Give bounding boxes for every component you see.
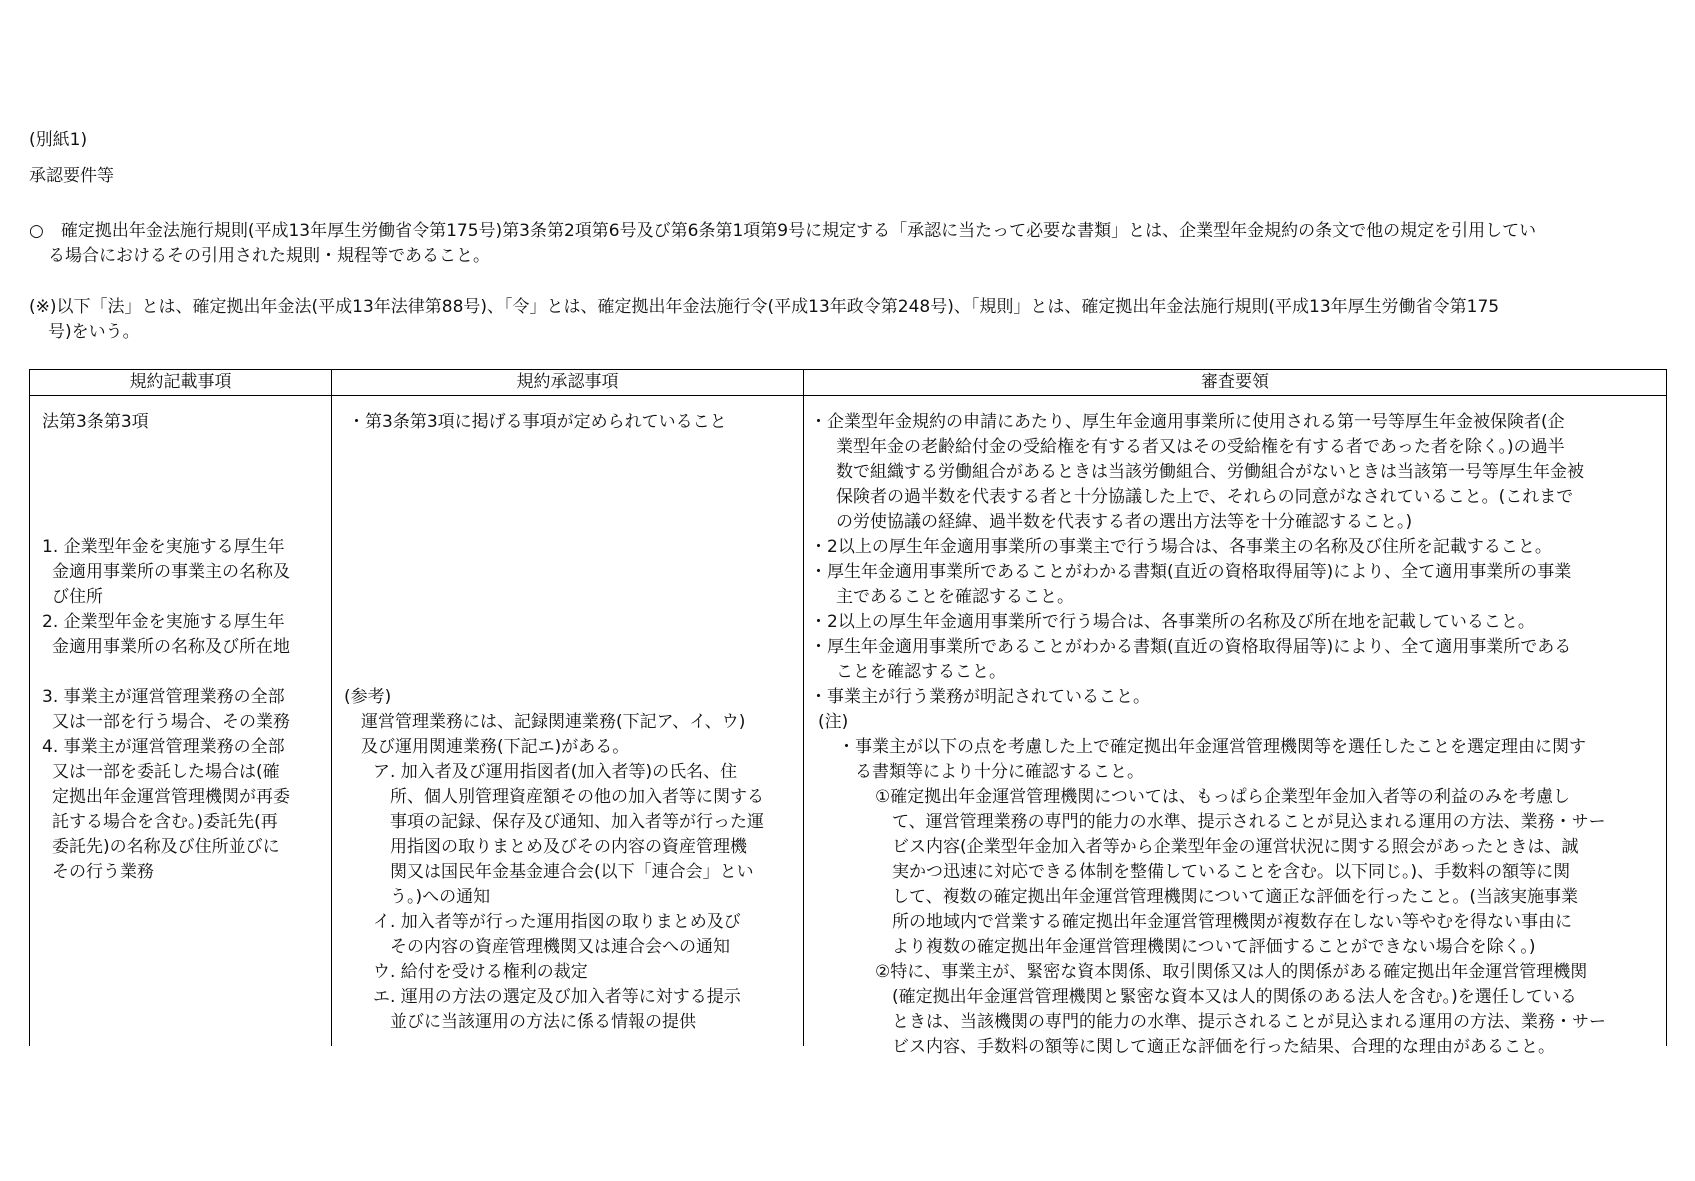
cell-text-line: 用指図の取りまとめ及びその内容の資産管理機: [390, 837, 747, 857]
cell-text-line: 所、個人別管理資産額その他の加入者等に関する: [390, 787, 764, 807]
cell-text-line: 4. 事業主が運営管理業務の全部: [42, 737, 285, 757]
cell-text-line: ことを確認すること。: [836, 662, 1006, 682]
attachment-label: (別紙1): [29, 130, 88, 150]
cell-text-line: ・厚生年金適用事業所であることがわかる書類(直近の資格取得届等)により、全て適用事業所の事業: [810, 562, 1572, 582]
cell-text-line: 3. 事業主が運営管理業務の全部: [42, 687, 285, 707]
cell-text-line: ときは、当該機関の専門的能力の水準、提示されることが見込まれる運用の方法、業務・サー: [892, 1012, 1606, 1032]
cell-text-line: より複数の確定拠出年金運営管理機関について評価することができない場合を除く。): [892, 937, 1536, 957]
cell-text-line: ・2以上の厚生年金適用事業所の事業主で行う場合は、各事業主の名称及び住所を記載すること。: [810, 537, 1552, 557]
header-review-guidelines: 審査要領: [1201, 372, 1269, 392]
cell-text-line: び住所: [52, 587, 103, 607]
cell-text-line: その内容の資産管理機関又は連合会への通知: [390, 937, 730, 957]
definition-note-line: (※)以下「法」とは、確定拠出年金法(平成13年法律第88号)、「令」とは、確定拠出年金法施行令(平成13年政令第248号)、「規則」とは、確定拠出年金法施行規則(平成13年厚生労働省令第175: [29, 297, 1500, 317]
cell-text-line: して、複数の確定拠出年金運営管理機関について適正な評価を行ったこと。(当該実施事業: [892, 887, 1578, 907]
cell-text-line: (注): [818, 712, 849, 732]
cell-text-line: その行う業務: [52, 862, 154, 882]
cell-text-line: 金適用事業所の名称及び所在地: [52, 637, 290, 657]
cell-text-line: ・事業主が行う業務が明記されていること。: [810, 687, 1150, 707]
cell-text-line: の労使協議の経緯、過半数を代表する者の選出方法等を十分確認すること。): [836, 512, 1413, 532]
cell-text-line: 数で組織する労働組合があるときは当該労働組合、労働組合がないときは当該第一号等厚生年金被: [836, 462, 1584, 482]
cell-text-line: ・厚生年金適用事業所であることがわかる書類(直近の資格取得届等)により、全て適用事業所である: [810, 637, 1572, 657]
cell-text-line: 並びに当該運用の方法に係る情報の提供: [390, 1012, 696, 1032]
cell-text-line: 又は一部を委託した場合は(確: [52, 762, 280, 782]
cell-text-line: 委託先)の名称及び住所並びに: [52, 837, 280, 857]
cell-text-line: 事項の記録、保存及び通知、加入者等が行った運: [390, 812, 764, 832]
cell-text-line: 金適用事業所の事業主の名称及: [52, 562, 290, 582]
cell-text-line: (確定拠出年金運営管理機関と緊密な資本又は人的関係のある法人を含む。)を選任している: [892, 987, 1577, 1007]
cell-text-line: ①確定拠出年金運営管理機関については、もっぱら企業型年金加入者等の利益のみを考慮し: [875, 787, 1570, 807]
intro-note-line: る場合におけるその引用された規則・規程等であること。: [48, 246, 490, 266]
cell-text-line: 及び運用関連業務(下記エ)がある。: [361, 737, 630, 757]
cell-text-line: 定拠出年金運営管理機関が再委: [52, 787, 290, 807]
requirements-table: [29, 369, 1667, 1057]
intro-note-line: ○ 確定拠出年金法施行規則(平成13年厚生労働省令第175号)第3条第2項第6号及び第6条第1項第9号に規定する「承認に当たって必要な書類」とは、企業型年金規約の条文で他の規定を引用してい: [29, 221, 1537, 241]
cell-text-line: 主であることを確認すること。: [836, 587, 1074, 607]
cell-text-line: 2. 企業型年金を実施する厚生年: [42, 612, 285, 632]
cell-text-line: 法第3条第3項: [42, 412, 149, 432]
cell-text-line: ②特に、事業主が、緊密な資本関係、取引関係又は人的関係がある確定拠出年金運営管理機関: [875, 962, 1588, 982]
cell-text-line: 関又は国民年金基金連合会(以下「連合会」とい: [390, 862, 754, 882]
cell-text-line: 業型年金の老齢給付金の受給権を有する者又はその受給権を有する者であった者を除く。)の過半: [836, 437, 1565, 457]
cell-text-line: ビス内容(企業型年金加入者等から企業型年金の運営状況に関する照会があったときは、誠: [892, 837, 1579, 857]
header-approval-items: 規約承認事項: [516, 372, 619, 392]
cell-text-line: 保険者の過半数を代表する者と十分協議した上で、それらの同意がなされていること。(これまで: [836, 487, 1574, 507]
cell-text-line: ウ. 給付を受ける権利の裁定: [373, 962, 588, 982]
definition-note-line: 号)をいう。: [48, 322, 140, 342]
cell-text-line: エ. 運用の方法の選定及び加入者等に対する提示: [373, 987, 741, 1007]
header-rule-items: 規約記載事項: [129, 372, 232, 392]
cell-text-line: て、運営管理業務の専門的能力の水準、提示されることが見込まれる運用の方法、業務・サー: [892, 812, 1606, 832]
cell-text-line: ・第3条第3項に掲げる事項が定められていること: [348, 412, 727, 432]
column-divider: [331, 370, 332, 1046]
page-title: 承認要件等: [29, 166, 114, 186]
cell-text-line: イ. 加入者等が行った運用指図の取りまとめ及び: [373, 912, 741, 932]
cell-text-line: ・事業主が以下の点を考慮した上で確定拠出年金運営管理機関等を選任したことを選定理由に関す: [838, 737, 1586, 757]
cell-text-line: (参考): [344, 687, 392, 707]
cell-text-line: ア. 加入者及び運用指図者(加入者等)の氏名、住: [373, 762, 738, 782]
cell-text-line: 又は一部を行う場合、その業務: [52, 712, 290, 732]
cell-text-line: 運営管理業務には、記録関連業務(下記ア、イ、ウ): [361, 712, 746, 732]
cell-text-line: 所の地域内で営業する確定拠出年金運営管理機関が複数存在しない等やむを得ない事由に: [892, 912, 1572, 932]
header-divider: [30, 395, 1666, 396]
cell-text-line: う。)への通知: [390, 887, 491, 907]
cell-text-line: 1. 企業型年金を実施する厚生年: [42, 537, 285, 557]
cell-text-line: る書類等により十分に確認すること。: [855, 762, 1144, 782]
cell-text-line: ビス内容、手数料の額等に関して適正な評価を行った結果、合理的な理由があること。: [892, 1037, 1555, 1057]
column-divider: [803, 370, 804, 1046]
cell-text-line: ・企業型年金規約の申請にあたり、厚生年金適用事業所に使用される第一号等厚生年金被保険者(企: [810, 412, 1565, 432]
cell-text-line: 託する場合を含む。)委託先(再: [52, 812, 278, 832]
cell-text-line: ・2以上の厚生年金適用事業所で行う場合は、各事業所の名称及び所在地を記載していること。: [810, 612, 1535, 632]
cell-text-line: 実かつ迅速に対応できる体制を整備していることを含む。以下同じ。)、手数料の額等に関: [892, 862, 1571, 882]
